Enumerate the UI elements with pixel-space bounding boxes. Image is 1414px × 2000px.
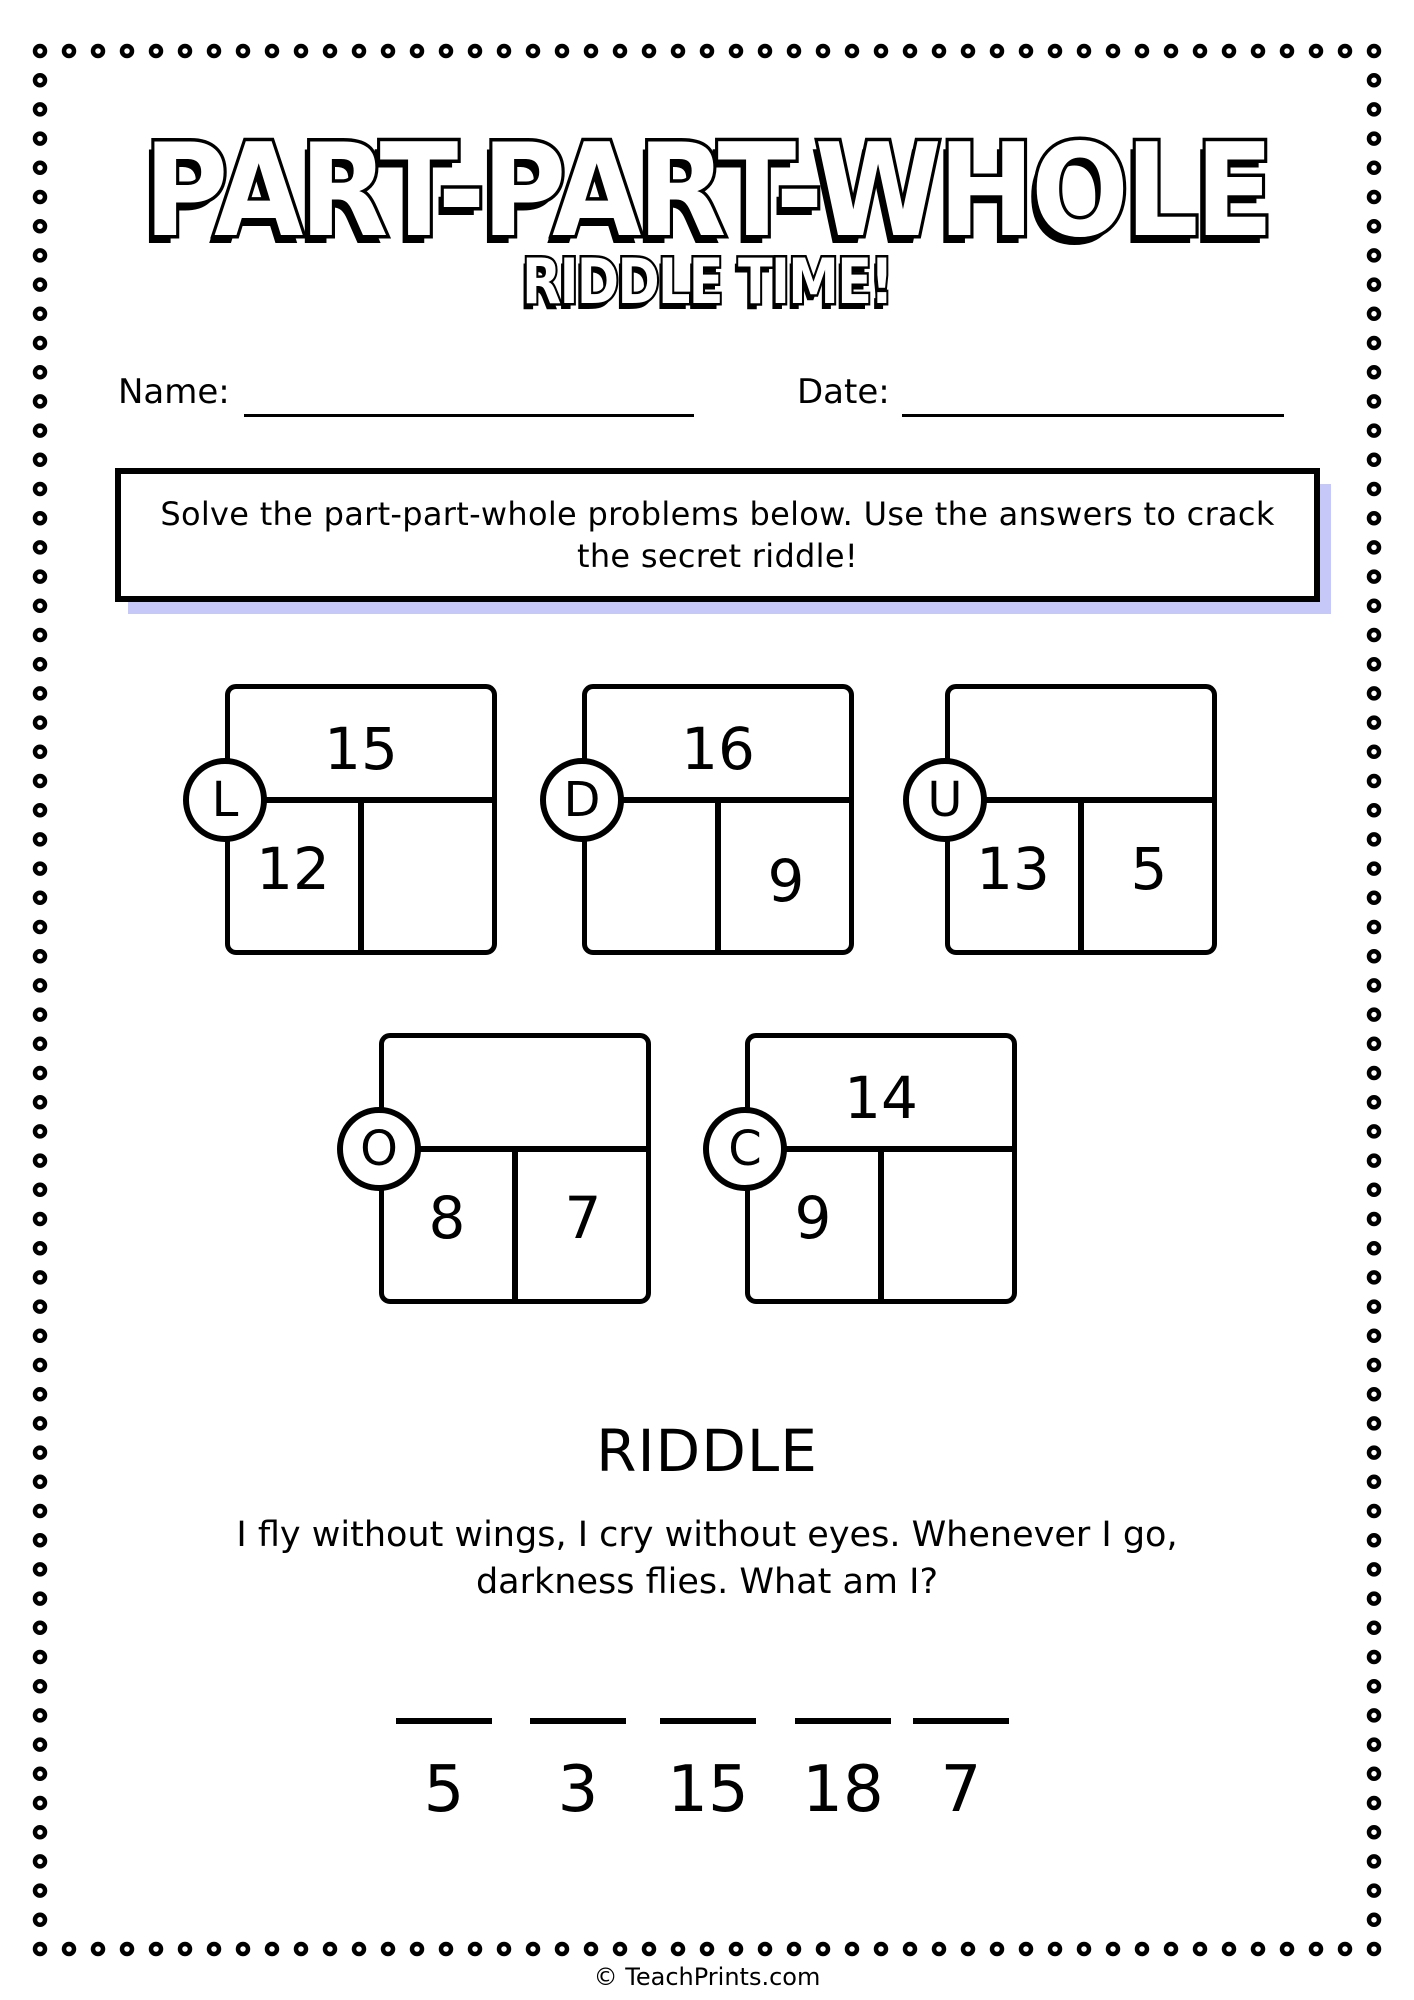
answer-code: 18 <box>802 1753 884 1827</box>
answer-blank[interactable] <box>396 1718 492 1724</box>
letter-badge: C <box>703 1107 787 1191</box>
part-right-cell[interactable]: 7 <box>564 1184 602 1252</box>
answer-slot[interactable] <box>660 1718 756 1826</box>
page-subtitle: RIDDLE TIME! <box>522 245 892 318</box>
answer-blank[interactable] <box>913 1718 1009 1724</box>
letter-badge: L <box>183 758 267 842</box>
answer-code: 15 <box>667 1753 749 1827</box>
answer-slot[interactable] <box>795 1718 891 1826</box>
problem-u <box>927 684 1217 955</box>
whole-cell[interactable]: 16 <box>681 715 755 783</box>
part-left-cell[interactable]: 13 <box>976 835 1050 903</box>
answer-code: 5 <box>423 1753 465 1827</box>
name-field[interactable] <box>244 414 694 417</box>
answer-slot[interactable] <box>396 1718 492 1826</box>
answer-blank[interactable] <box>530 1718 626 1724</box>
problem-l <box>211 684 497 955</box>
answer-slot[interactable] <box>913 1718 1009 1826</box>
part-left-cell[interactable]: 12 <box>256 835 330 903</box>
letter-badge: O <box>337 1107 421 1191</box>
letter-badge: D <box>540 758 624 842</box>
problem-d <box>563 684 854 955</box>
date-field[interactable] <box>902 414 1284 417</box>
name-label: Name: <box>118 372 230 412</box>
copyright-footer: © TeachPrints.com <box>593 1963 821 1991</box>
whole-cell[interactable]: 14 <box>844 1064 918 1132</box>
answer-code: 7 <box>940 1753 982 1827</box>
part-right-cell[interactable]: 5 <box>1130 835 1168 903</box>
whole-cell[interactable]: 15 <box>324 715 398 783</box>
part-left-cell[interactable]: 8 <box>428 1184 466 1252</box>
riddle-heading: RIDDLE <box>596 1417 818 1485</box>
problem-c <box>728 1033 1017 1304</box>
answer-blank[interactable] <box>660 1718 756 1724</box>
answer-code: 3 <box>557 1753 599 1827</box>
instruction-text: Solve the part-part-whole problems below. Use the answers to crack the secret riddle! <box>160 495 1275 575</box>
letter-badge: U <box>903 758 987 842</box>
part-left-cell[interactable]: 9 <box>794 1184 832 1252</box>
answer-slot[interactable] <box>530 1718 626 1826</box>
problem-o <box>360 1033 651 1304</box>
answer-blank[interactable] <box>795 1718 891 1724</box>
instruction-box <box>115 468 1320 602</box>
page-title: PART-PART-WHOLE <box>143 117 1271 266</box>
riddle-text: I fly without wings, I cry without eyes. Whenever I go, darkness flies. What am I? <box>236 1515 1178 1602</box>
date-label: Date: <box>797 372 890 412</box>
part-right-cell[interactable]: 9 <box>767 847 805 915</box>
